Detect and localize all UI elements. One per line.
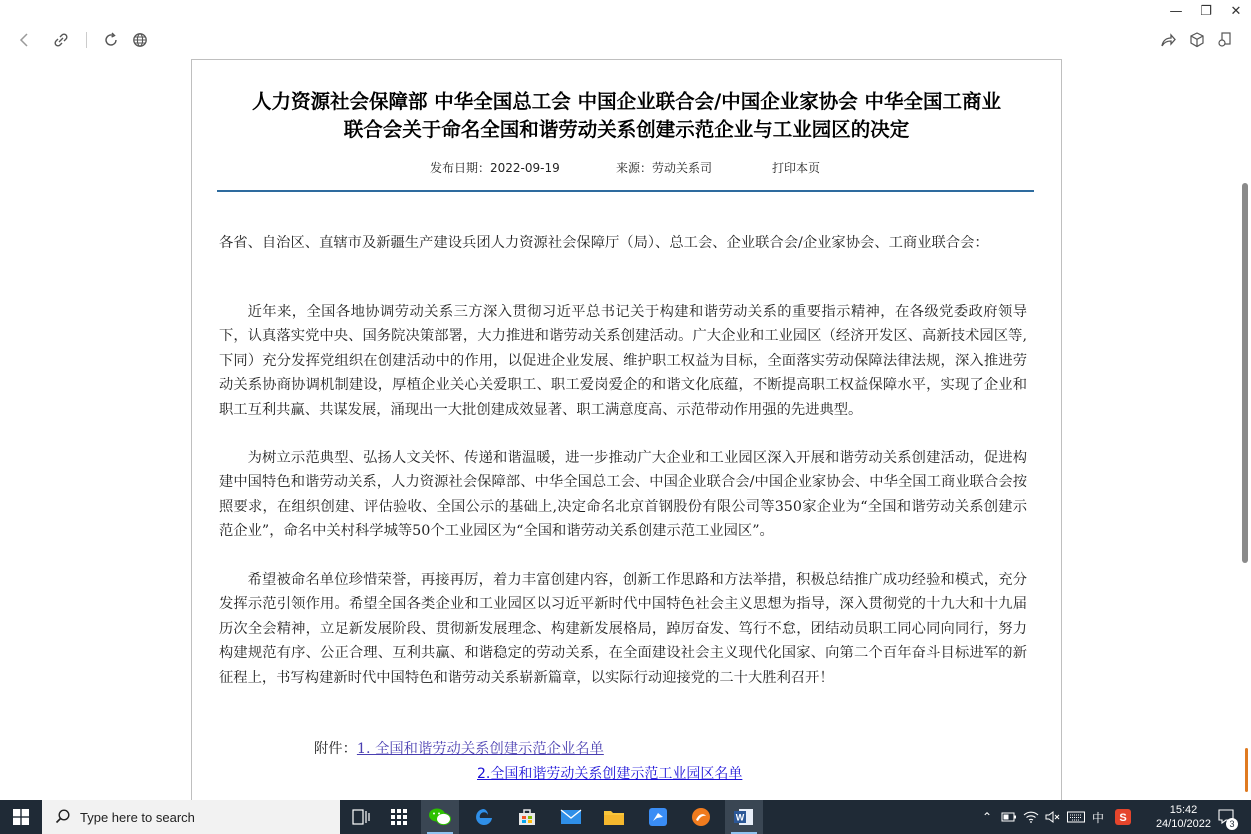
attachment-line-2 bbox=[477, 763, 742, 783]
orange-app-icon[interactable] bbox=[682, 800, 720, 834]
clock-date: 24/10/2022 bbox=[1155, 818, 1211, 830]
store-icon[interactable] bbox=[508, 800, 546, 834]
browser-toolbar bbox=[0, 26, 1251, 54]
attachment-link-2[interactable]: 2.全国和谐劳动关系创建示范工业园区名单 bbox=[477, 766, 743, 782]
link-icon[interactable] bbox=[48, 26, 74, 54]
share-icon[interactable] bbox=[1155, 26, 1181, 54]
search-placeholder: Type here to search bbox=[80, 809, 195, 825]
globe-icon[interactable] bbox=[127, 26, 153, 54]
salutation: 各省、自治区、直辖市及新疆生产建设兵团人力资源社会保障厅（局）、总工会、企业联合会/企业家协会、工商业联合会： bbox=[219, 235, 989, 251]
paragraph-1: 近年来，全国各地协调劳动关系三方深入贯彻习近平总书记关于构建和谐劳动关系的重要指示精神，在各级党委政府领导下，认真落实党中央、国务院决策部署，大力推进和谐劳动关系创建活动。广大企业和工业园区（经济开发区、高新技术园区等,下同）充分发挥党组织在创建活动中的作用，以促进企业发展、维护职工权益为目标，全面落实劳动保障法律法规，深入推进劳动关系协商协调机制建设，厚植企业关心关爱职工、职工爱岗爱企的和谐文化底蕴，不断提高职工权益保障水平，实现了企业和职工互利共赢、共谋发展，涌现出一大批创建成效显著、职工满意度高、示范带动作用强的先进典型。 bbox=[219, 304, 1027, 418]
search-icon bbox=[54, 808, 72, 826]
print-link[interactable]: 打印本页 bbox=[772, 161, 821, 175]
close-icon[interactable]: ✕ bbox=[1230, 3, 1242, 19]
screenshot-icon[interactable] bbox=[1212, 26, 1238, 54]
svg-text:S: S bbox=[1119, 812, 1127, 824]
notification-badge: 3 bbox=[1226, 818, 1238, 830]
cube-icon[interactable] bbox=[1184, 26, 1210, 54]
ime-icon[interactable] bbox=[1112, 800, 1134, 834]
wechat-icon[interactable] bbox=[421, 800, 459, 834]
title-line-1: 人力资源社会保障部 中华全国总工会 中国企业联合会/中国企业家协会 中华全国工商业 bbox=[252, 90, 1001, 113]
taskbar-search[interactable] bbox=[42, 800, 340, 834]
file-explorer-icon[interactable] bbox=[595, 800, 633, 834]
scrollbar-thumb[interactable] bbox=[1242, 183, 1248, 563]
notification-center[interactable] bbox=[1212, 800, 1242, 834]
mail-icon[interactable] bbox=[552, 800, 590, 834]
attachment-link-1[interactable]: 1. 全国和谐劳动关系创建示范企业名单 bbox=[356, 741, 604, 757]
feishu-icon[interactable] bbox=[639, 800, 677, 834]
window-controls bbox=[1161, 0, 1251, 22]
task-view-icon[interactable] bbox=[342, 800, 380, 834]
windows-icon bbox=[13, 809, 29, 825]
attachment-label: 附件： bbox=[314, 741, 357, 757]
title-divider bbox=[217, 190, 1034, 192]
minimize-icon[interactable]: — bbox=[1169, 3, 1183, 19]
source-label: 来源：劳动关系司 bbox=[616, 161, 713, 175]
paragraph-3: 希望被命名单位珍惜荣誉，再接再厉，着力丰富创建内容，创新工作思路和方法举措，积极总结推广成功经验和模式，充分发挥示范引领作用。希望全国各类企业和工业园区以习近平新时代中国特色社会主义思想为指导，深入贯彻党的十九大和十九届历次全会精神，立足新发展阶段、贯彻新发展理念、构建新发展格局，踔厉奋发、笃行不怠，团结动员职工同心同向同行，努力构建规范有序、公正合理、互利共赢、和谐稳定的劳动关系，在全面建设社会主义现代化国家、向第二个百年奋斗目标进军的新征程上，书写构建新时代中国特色和谐劳动关系崭新篇章，以实际行动迎接党的二十大胜利召开！ bbox=[219, 572, 1027, 686]
wifi-icon[interactable] bbox=[1020, 800, 1042, 834]
svg-text:W: W bbox=[735, 812, 745, 823]
edge-icon[interactable] bbox=[465, 800, 503, 834]
restore-icon[interactable]: ❐ bbox=[1200, 3, 1212, 19]
document-frame bbox=[191, 59, 1062, 800]
page-title bbox=[192, 88, 1061, 144]
keyboard-icon[interactable] bbox=[1064, 800, 1088, 834]
toolbar-divider bbox=[86, 32, 87, 48]
taskbar bbox=[0, 800, 1251, 834]
title-line-2: 联合会关于命名全国和谐劳动关系创建示范企业与工业园区的决定 bbox=[343, 118, 910, 141]
scroll-position-indicator bbox=[1245, 748, 1248, 792]
input-language[interactable]: 中 bbox=[1091, 810, 1104, 825]
battery-icon[interactable] bbox=[998, 800, 1020, 834]
apps-grid-icon[interactable] bbox=[380, 800, 418, 834]
attachment-line-1 bbox=[314, 738, 604, 758]
start-button[interactable] bbox=[0, 800, 42, 834]
chevron-up-icon[interactable]: ⌃ bbox=[981, 810, 993, 824]
back-icon[interactable] bbox=[12, 26, 38, 54]
refresh-icon[interactable] bbox=[98, 26, 124, 54]
volume-icon[interactable] bbox=[1042, 800, 1064, 834]
clock-time: 15:42 bbox=[1169, 804, 1198, 816]
taskbar-clock[interactable] bbox=[1156, 803, 1211, 831]
word-icon[interactable] bbox=[725, 800, 763, 834]
publish-date: 发布日期：2022-09-19 bbox=[430, 161, 560, 175]
paragraph-2: 为树立示范典型、弘扬人文关怀、传递和谐温暖，进一步推动广大企业和工业园区深入开展和谐劳动关系创建活动，促进构建中国特色和谐劳动关系，人力资源社会保障部、中华全国总工会、中国企业联合会/中国企业家协会、中华全国工商业联合会按照要求，在组织创建、评估验收、全国公示的基础上,决定命名北京首钢股份有限公司等350家企业为“全国和谐劳动关系创建示范企业”，命名中关村科学城等50个工业园区为“全国和谐劳动关系创建示范工业园区”。 bbox=[219, 450, 1027, 540]
